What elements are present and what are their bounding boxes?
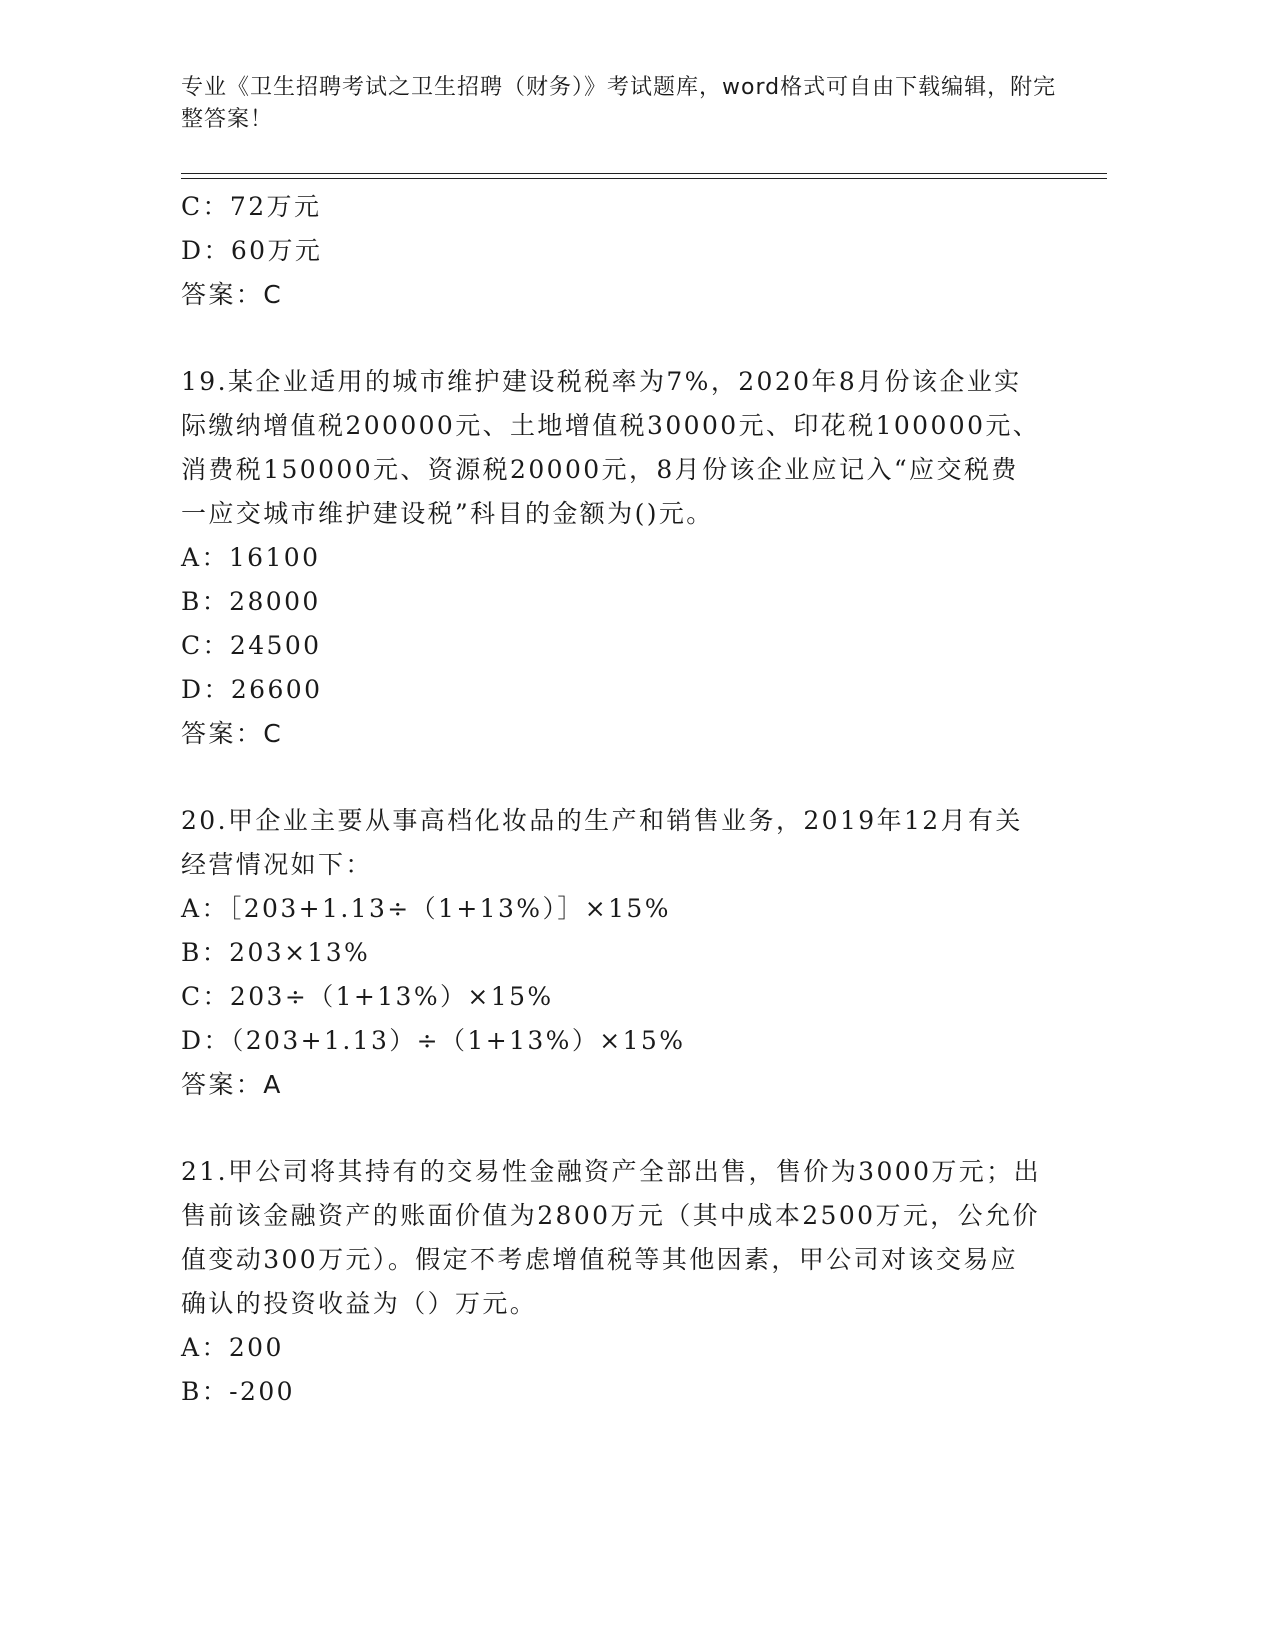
answer: 答案：C [181, 719, 284, 748]
option-a: A：［203+1.13÷（1+13%）］×15% [181, 894, 671, 923]
question-20 [181, 799, 1041, 1107]
option-c: C：72万元 [181, 192, 322, 221]
question-stem: 19.某企业适用的城市维护建设税税率为7%，2020年8月份该企业实际缴纳增值税200000元、土地增值税30000元、印花税100000元、消费税150000元、资源税20000元，8月份该企业应记入“应交税费一应交城市维护建设税”科目的金额为()元。 [181, 367, 1041, 528]
option-d: D：（203+1.13）÷（1+13%）×15% [181, 1026, 686, 1055]
question-list [181, 185, 1041, 1414]
option-c: C：24500 [181, 631, 322, 660]
option-b: B：28000 [181, 587, 321, 616]
question-stem: 21.甲公司将其持有的交易性金融资产全部出售，售价为3000万元；出售前该金融资产的账面价值为2800万元（其中成本2500万元，公允价值变动300万元）。假定不考虑增值税等其他因素，甲公司对该交易应确认的投资收益为（）万元。 [181, 1157, 1041, 1318]
option-a: A：16100 [181, 543, 321, 572]
option-b: B：-200 [181, 1377, 295, 1406]
header-rule-top [181, 173, 1107, 174]
question-stem: 20.甲企业主要从事高档化妆品的生产和销售业务，2019年12月有关经营情况如下： [181, 806, 1023, 879]
option-d: D：26600 [181, 675, 323, 704]
option-b: B：203×13% [181, 938, 371, 967]
option-a: A：200 [181, 1333, 284, 1362]
option-d: D：60万元 [181, 236, 323, 265]
question-18-tail [181, 185, 1041, 317]
option-c: C：203÷（1+13%）×15% [181, 982, 554, 1011]
question-21 [181, 1150, 1041, 1414]
question-19 [181, 360, 1041, 756]
document-header: 专业《卫生招聘考试之卫生招聘（财务）》考试题库，word格式可自由下载编辑，附完整答案！ [181, 75, 1057, 132]
header-rule-bottom [181, 178, 1107, 179]
answer: 答案：A [181, 1070, 283, 1099]
answer: 答案：C [181, 280, 284, 309]
